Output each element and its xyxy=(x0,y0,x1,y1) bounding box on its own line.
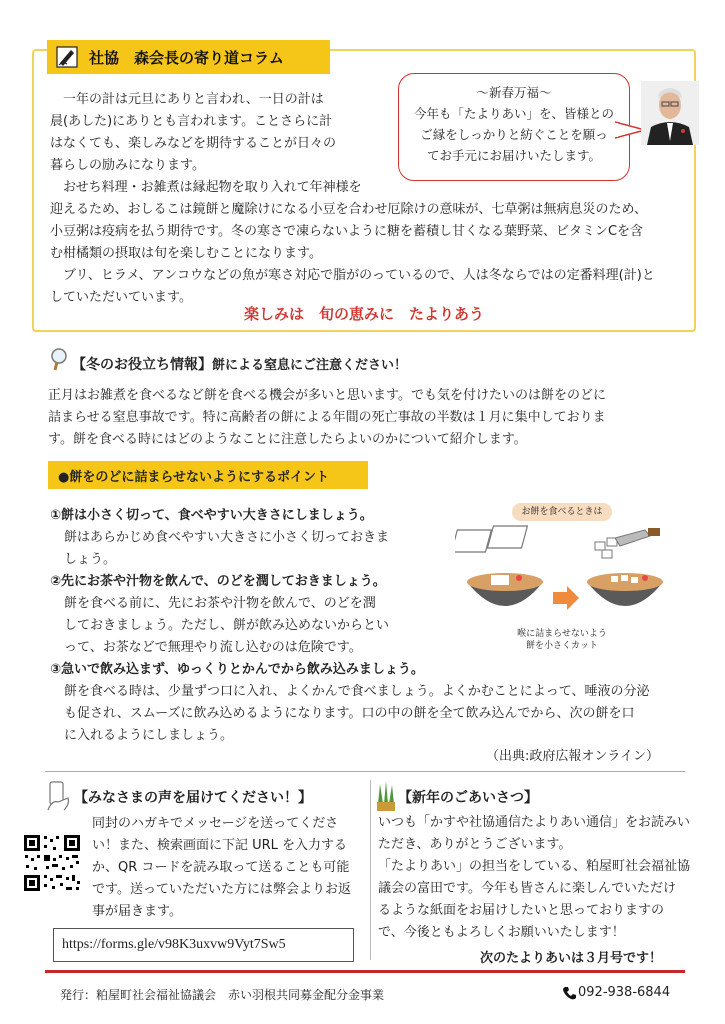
point3-line: 餅を食べる時は、少量ずつ口に入れ、よくかんで食べましょう。よくかむことによって、唾液の分泌 xyxy=(64,684,650,699)
voices-line: 事が届きます。 xyxy=(92,904,182,919)
column-line: む柑橘類の摂取は旬を楽しむことになります。 xyxy=(50,246,322,261)
intro-line: 詰まらせる窒息事故です。特に高齢者の餅による年間の死亡事故の半数は１月に集中しておりま xyxy=(48,410,606,425)
voices-line: か、QR コードを読み取って送ることも可能 xyxy=(92,860,350,875)
point2-line: 餅を食べる前に、先にお茶や汁物を飲んで、のどを潤 xyxy=(64,596,376,611)
column-line: 迎えるため、おしるこは鏡餅と魔除けになる小豆を合わせ厄除けの意味が、七草粥は無病息災のため、 xyxy=(50,202,647,217)
divider xyxy=(45,771,685,772)
point1-line: 餅はあらかじめ食べやすい大きさに小さく切っておきま xyxy=(64,530,390,545)
column-line: 暮らしの励みになります。 xyxy=(50,158,205,173)
column-line: 晨(あした)にありとも言われます。ことさらに計 xyxy=(50,114,333,129)
point-heading: ●餅をのどに詰まらせないようにするポイント xyxy=(48,461,368,489)
illustration-caption xyxy=(507,628,617,652)
point1-line: しょう。 xyxy=(64,552,117,567)
pen-writing-icon xyxy=(55,45,79,69)
voices-heading: 【みなさまの声を届けてください！】 xyxy=(74,790,312,806)
winter-heading-bracket: 【冬のお役立ち情報】 xyxy=(72,357,212,373)
winter-heading-title: 餅による窒息にご注意ください！ xyxy=(212,358,408,373)
voices-line: い！また、検索画面に下記 URL を入力する xyxy=(92,838,348,853)
bubble-line: ご縁をしっかりと紡ぐことを願っ xyxy=(420,127,608,142)
winter-intro xyxy=(48,385,688,451)
source-note: （出典:政府広報オンライン） xyxy=(486,749,659,764)
illustration-label: お餅を食べるときは xyxy=(512,503,612,521)
greeting-text xyxy=(378,812,696,944)
column-line: 一年の計は元旦にありと言われ、一日の計は xyxy=(50,92,324,107)
caption-line: 喉に詰まらせないよう xyxy=(517,629,607,639)
greeting-line: 「たよりあい」の担当をしている、粕屋町社会福祉協 xyxy=(378,859,691,874)
footer-rule xyxy=(45,970,685,973)
point3-line: も促され、スムーズに飲み込めるようになります。口の中の餅を全て飲み込んでから、次の餅を口 xyxy=(64,706,635,721)
mochi-illustration xyxy=(455,520,680,640)
publisher: 発行：粕屋町社会福祉協議会 赤い羽根共同募金配分金事業 xyxy=(60,988,385,1002)
column-line: はなくても、楽しみなどを期待することが日々の xyxy=(50,136,337,151)
point3 xyxy=(50,659,690,747)
points-1-2 xyxy=(50,505,470,659)
bubble-line: てお手元にお届けいたします。 xyxy=(426,148,601,163)
point2-title: ②先にお茶や汁物を飲んで、のどを潤しておきましょう。 xyxy=(50,574,386,589)
greeting-heading: 【新年のごあいさつ】 xyxy=(398,790,538,806)
bubble-heading: ～新春万福～ xyxy=(476,85,552,100)
point3-title: ③急いで飲み込まず、ゆっくりとかんでから飲み込みましょう。 xyxy=(50,662,424,677)
point2-line: しておきましょう。ただし、餅が飲み込めないからとい xyxy=(64,618,390,633)
kadomatsu-icon xyxy=(374,780,398,812)
greeting-line: 議会の富田です。今年も皆さんに楽しんでいただけ xyxy=(378,881,676,896)
greeting-line: いつも「かすや社協通信たよりあい通信」をお読みい xyxy=(378,815,691,830)
voices-text xyxy=(92,813,364,923)
column-title: 社協 森会長の寄り道コラム xyxy=(89,48,284,67)
point2-line: って、お茶などで無理やり流し込むのは危険です。 xyxy=(64,640,362,655)
column-line: ブリ、ヒラメ、アンコウなどの魚が寒さ対応で脂がのっているので、人は冬ならではの定番料理(計)と xyxy=(50,268,655,283)
point1-title: ①餅は小さく切って、食べやすい大きさにしましょう。 xyxy=(50,508,373,523)
voices-line: 同封のハガキでメッセージを送ってくださ xyxy=(92,816,339,831)
point3-line: に入れるようにしましょう。 xyxy=(64,728,234,743)
column-line: 小豆粥は疫病を払う期待です。冬の寒さで凍らないように糖を蓄積し甘くなる葉野菜、ビタミンCを含 xyxy=(50,224,644,239)
intro-line: す。餅を食べる時にはどのようなことに注意したらよいのかについて紹介します。 xyxy=(48,432,527,447)
winter-heading xyxy=(72,354,407,374)
form-url[interactable]: https://forms.gle/v98K3uxvw9Vyt7Sw5 xyxy=(53,928,354,962)
caption-line: 餅を小さくカット xyxy=(526,641,598,651)
greeting-line: で、今後ともよろしくお願いいたします！ xyxy=(378,925,625,940)
smartphone-hand-icon xyxy=(46,780,72,812)
column-line: していただいています。 xyxy=(50,290,192,305)
bubble-line: 今年も「たよりあい」を、皆様との xyxy=(413,106,614,121)
column-title-bar xyxy=(47,40,330,74)
intro-line: 正月はお雑煮を食べるなど餅を食べる機会が多いと思います。でも気を付けたいのは餅をのどに xyxy=(48,388,606,403)
column-line: おせち料理・お雑煮は縁起物を取り入れて年神様を xyxy=(50,180,362,195)
column-closing: 楽しみは 旬の恵みに たよりあう xyxy=(243,305,484,323)
phone-number[interactable]: 092-938-6844 xyxy=(578,985,671,1000)
next-issue: 次のたよりあいは３月号です！ xyxy=(480,951,663,966)
qr-code[interactable] xyxy=(22,833,82,893)
phone-icon xyxy=(562,986,576,1000)
greeting-line: るような紙面をお届けしたいと思っておりますの xyxy=(378,903,665,918)
column-text xyxy=(50,89,680,309)
vertical-divider xyxy=(370,780,371,960)
voices-line: です。送っていただいた方には弊会よりお返 xyxy=(92,882,351,897)
greeting-line: ただき、ありがとうございます。 xyxy=(378,837,572,852)
magnifier-icon xyxy=(48,347,70,371)
